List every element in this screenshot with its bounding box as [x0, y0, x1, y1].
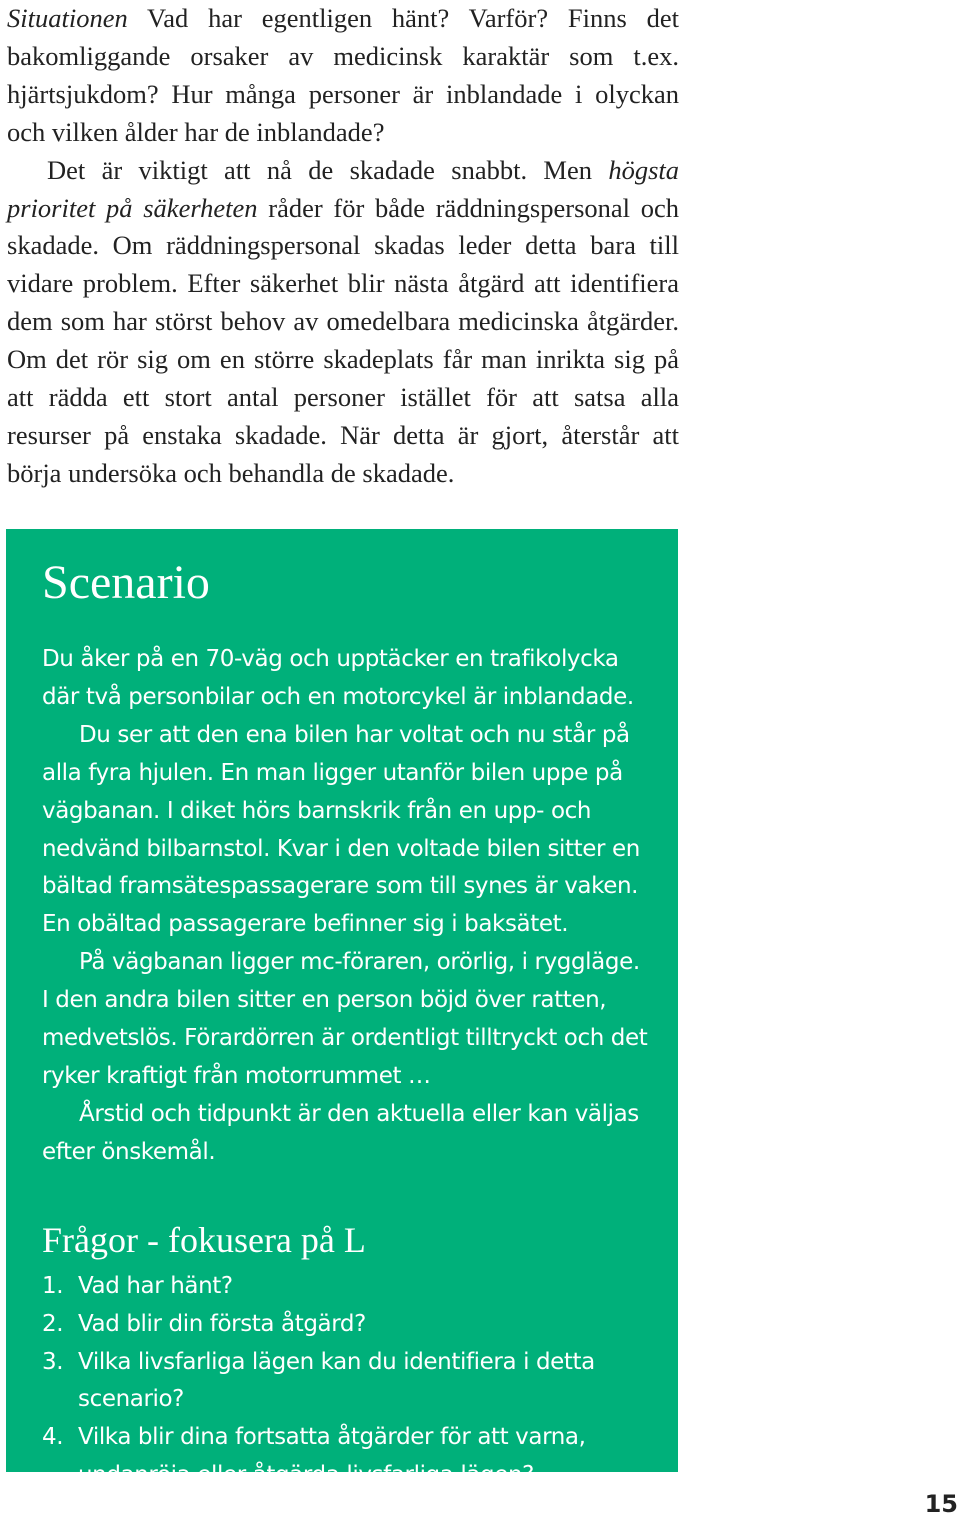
question-item [42, 1344, 648, 1420]
priority-text-b: råder för både räddningspersonal och skadade. Om räddningspersonal skadas leder detta bara till vidare problem. Efter säkerhet blir nästa åtgärd att identifiera dem som har störst behov av omedelbara medicinska åtgärder. Om det rör sig om en större skadeplats får man inrikta sig på att rädda ett stort antal personer istället för att satsa alla resurser på enstaka skadade. När detta är gjort, återstår att börja undersöka och behandla de skadade. [7, 192, 679, 488]
scenario-text [42, 641, 648, 1172]
question-text: Vad har hänt? [78, 1272, 233, 1299]
question-number: 4. [42, 1424, 64, 1451]
question-text: Vad blir din första åtgärd? [78, 1310, 366, 1337]
scenario-title: Scenario [42, 556, 210, 609]
priority-emphasis: högsta prioritet på säkerheten [7, 154, 679, 223]
scenario-box [6, 529, 678, 1489]
paragraph-situation [7, 0, 679, 152]
scenario-paragraph-1: Du åker på en 70-väg och upptäcker en trafikolycka där två personbilar och en motorcykel är inblandade. [42, 646, 634, 710]
question-number: 1. [42, 1272, 64, 1299]
situation-text: Vad har egentligen hänt? Varför? Finns det bakomliggande orsaker av medicinsk karaktär som t.ex. hjärtsjukdom? Hur många personer är inblandade i olyckan och vilken ålder har de inblandade? [7, 3, 679, 147]
questions-list [42, 1268, 648, 1495]
paragraph-priority [7, 152, 679, 493]
question-number: 3. [42, 1348, 64, 1375]
page-number: 15 [924, 1490, 958, 1518]
question-number: 2. [42, 1310, 64, 1337]
questions-title: Frågor - fokusera på L [42, 1219, 366, 1260]
body-text [7, 0, 679, 493]
question-text: Vilka livsfarliga lägen kan du identifiera i detta scenario? [78, 1348, 595, 1413]
question-text: Vilka blir dina fortsatta åtgärder för att varna, undanröja eller åtgärda livsfarliga lägen? [78, 1424, 586, 1489]
priority-text-a: Det är viktigt att nå de skadade snabbt. Men [47, 154, 609, 185]
question-item [42, 1419, 648, 1495]
situation-label: Situationen [7, 3, 128, 33]
scenario-paragraph-2: Du ser att den ena bilen har voltat och nu står på alla fyra hjulen. En man ligger utanför bilen uppe på vägbanan. I diket hörs barnskrik från en upp- och nedvänd bilbarnstol. Kvar i den voltade bilen sitter en bältad framsätespassagerare som till synes är vaken. En obältad passagerare befinner sig i baksätet. [42, 721, 640, 938]
scenario-paragraph-3: På vägbanan ligger mc-föraren, orörlig, i ryggläge. I den andra bilen sitter en person böjd över ratten, medvetslös. Förardörren är ordentligt tilltryckt och det ryker kraftigt från motorrummet … [42, 949, 648, 1089]
scenario-paragraph-4: Årstid och tidpunkt är den aktuella eller kan väljas efter önskemål. [42, 1100, 639, 1165]
question-item [42, 1268, 648, 1306]
question-item [42, 1306, 648, 1344]
